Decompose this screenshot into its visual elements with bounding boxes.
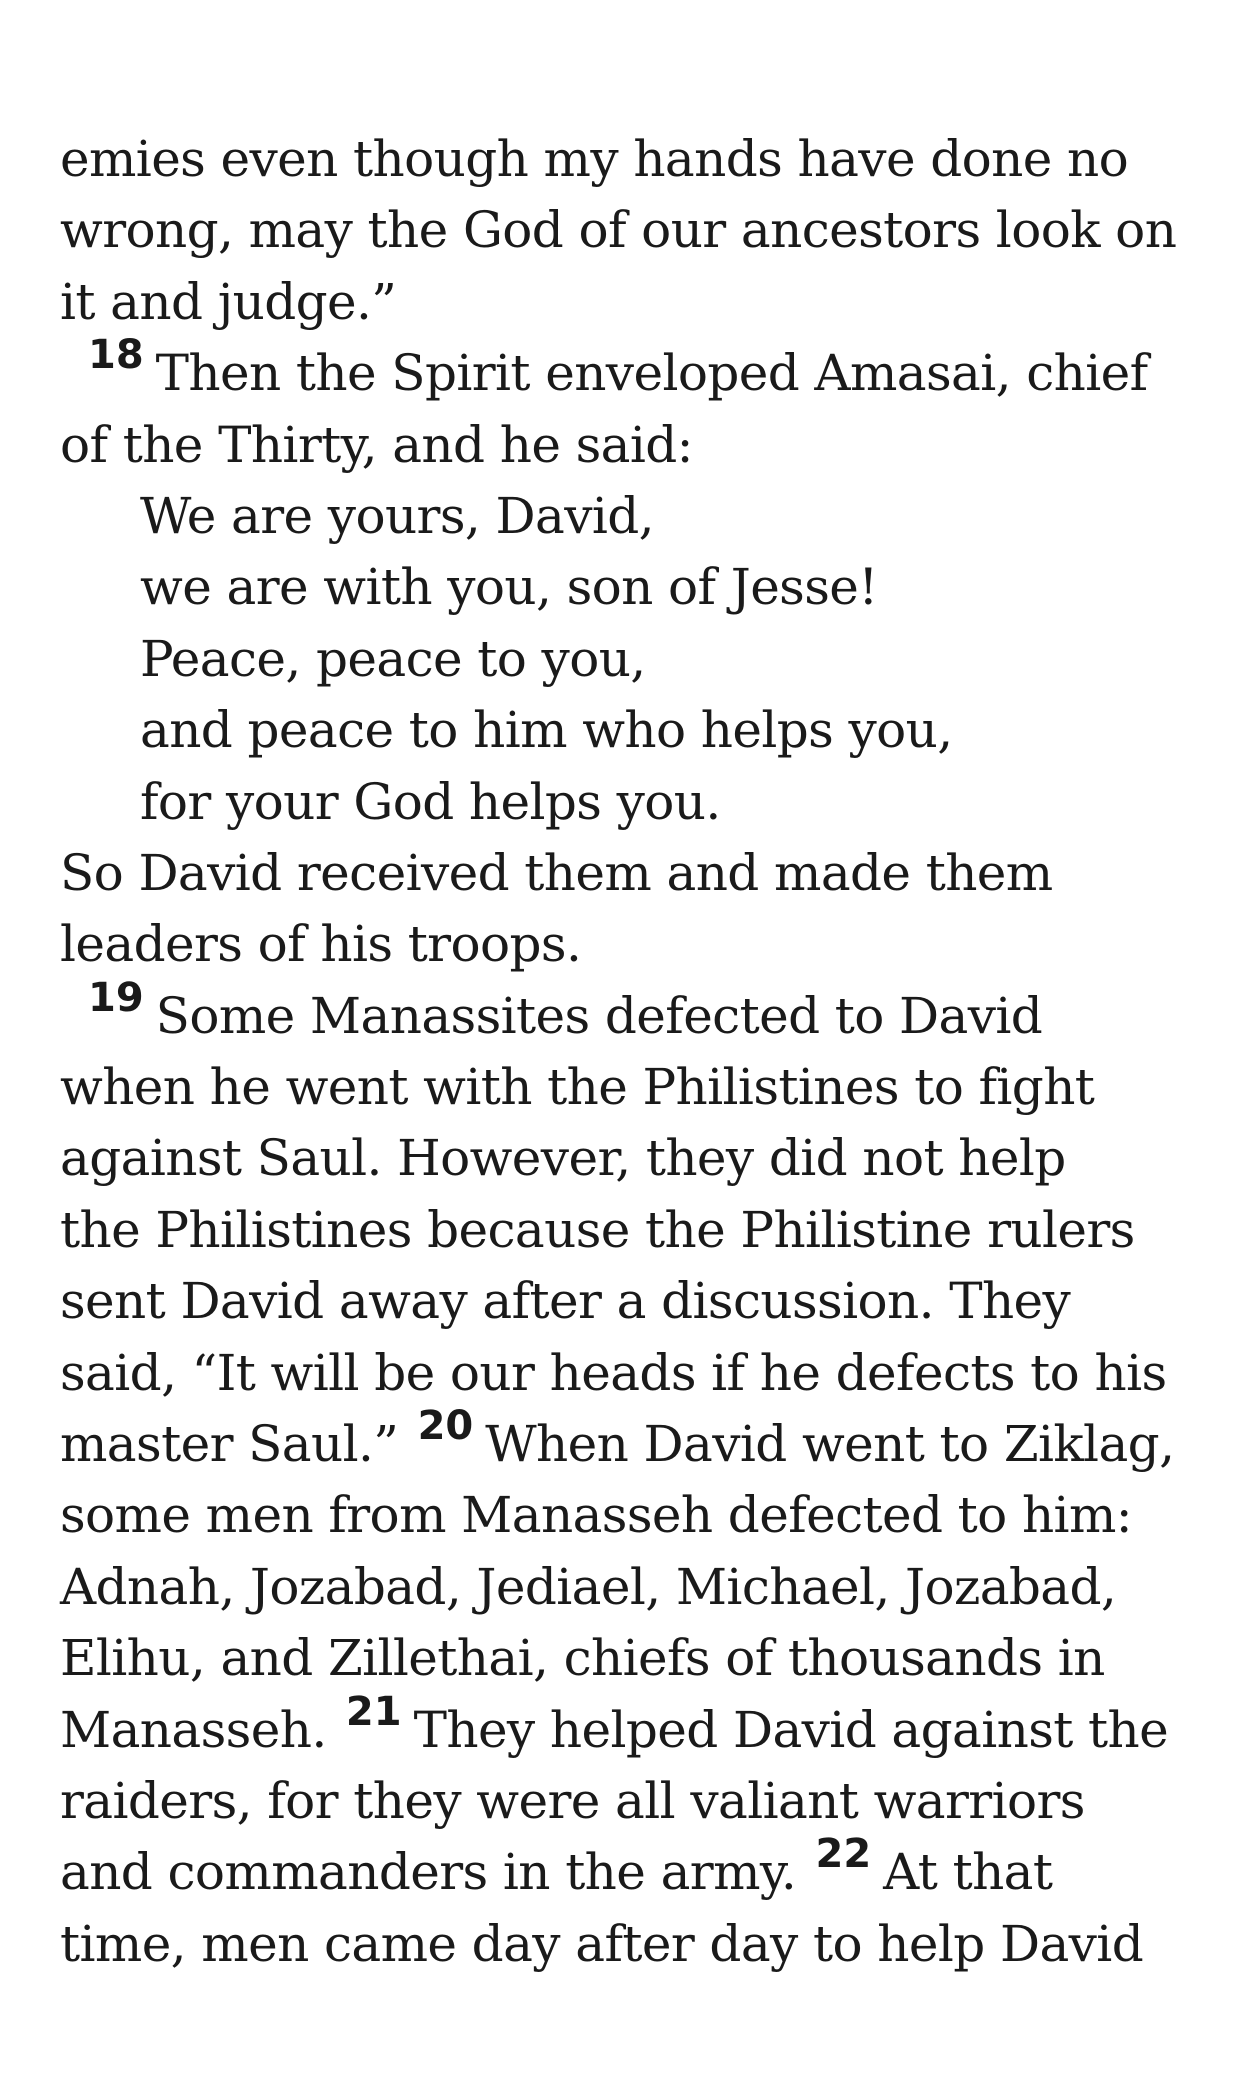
verse-text: time, men came day after day to help David bbox=[60, 1914, 1144, 1973]
text-line bbox=[60, 1909, 1210, 1980]
text-line bbox=[60, 1766, 1210, 1837]
text-line bbox=[60, 1266, 1210, 1337]
verse-text: it and judge.” bbox=[60, 272, 397, 331]
verse-text: raiders, for they were all valiant warriors bbox=[60, 1771, 1085, 1830]
scripture-reader bbox=[60, 124, 1210, 1980]
verse-text: the Philistines because the Philistine rulers bbox=[60, 1200, 1135, 1259]
verse-text: They helped David against the bbox=[413, 1700, 1169, 1759]
poetry-line bbox=[60, 481, 1210, 552]
text-line bbox=[60, 1403, 1210, 1480]
verse-number: 22 bbox=[815, 1831, 872, 1878]
verse-text: wrong, may the God of our ancestors look on bbox=[60, 201, 1177, 260]
verse-text: leaders of his troops. bbox=[60, 915, 582, 974]
verse-text: So David received them and made them bbox=[60, 843, 1053, 902]
text-line bbox=[60, 1623, 1210, 1694]
text-line bbox=[60, 267, 1210, 338]
verse-text: master Saul.” bbox=[60, 1415, 399, 1474]
text-line bbox=[60, 195, 1210, 266]
verse-text: when he went with the Philistines to fight bbox=[60, 1058, 1095, 1117]
verse-text: Some Manassites defected to David bbox=[155, 986, 1043, 1045]
text-line bbox=[60, 1688, 1210, 1766]
poetry-line bbox=[60, 624, 1210, 695]
verse-text: and peace to him who helps you, bbox=[140, 701, 953, 760]
verse-text: and commanders in the army. bbox=[60, 1843, 797, 1902]
verse-text: Adnah, Jozabad, Jediael, Michael, Jozabad, bbox=[60, 1557, 1117, 1616]
text-line bbox=[60, 909, 1210, 980]
verse-number: 18 bbox=[88, 332, 144, 379]
verse-text: we are with you, son of Jesse! bbox=[140, 558, 878, 617]
verse-text: At that bbox=[883, 1843, 1053, 1902]
text-line bbox=[60, 1052, 1210, 1123]
poetry-line bbox=[60, 695, 1210, 766]
verse-number: 21 bbox=[345, 1688, 402, 1735]
poetry-line bbox=[60, 767, 1210, 838]
text-line bbox=[60, 332, 1210, 409]
verse-text: Manasseh. bbox=[60, 1700, 327, 1759]
verse-text: said, “It will be our heads if he defects to his bbox=[60, 1343, 1167, 1402]
verse-text: sent David away after a discussion. They bbox=[60, 1272, 1071, 1331]
verse-text: against Saul. However, they did not help bbox=[60, 1129, 1066, 1188]
text-line bbox=[60, 1123, 1210, 1194]
verse-number: 19 bbox=[88, 974, 144, 1021]
verse-text: Then the Spirit enveloped Amasai, chief bbox=[155, 344, 1148, 403]
text-line bbox=[60, 410, 1210, 481]
verse-text: emies even though my hands have done no bbox=[60, 130, 1129, 188]
poetry-line bbox=[60, 552, 1210, 623]
text-line bbox=[60, 1195, 1210, 1266]
text-line bbox=[60, 838, 1210, 909]
verse-text: of the Thirty, and he said: bbox=[60, 415, 693, 474]
text-line bbox=[60, 1552, 1210, 1623]
verse-text: We are yours, David, bbox=[140, 486, 654, 545]
text-line bbox=[60, 1480, 1210, 1551]
verse-text: Elihu, and Zillethai, chiefs of thousands in bbox=[60, 1629, 1105, 1688]
text-line bbox=[60, 124, 1210, 195]
verse-text: some men from Manasseh defected to him: bbox=[60, 1486, 1133, 1545]
verse-number: 20 bbox=[417, 1403, 474, 1450]
text-line bbox=[60, 974, 1210, 1052]
text-line bbox=[60, 1338, 1210, 1409]
verse-text: for your God helps you. bbox=[140, 772, 721, 831]
verse-text: Peace, peace to you, bbox=[140, 629, 646, 688]
text-line bbox=[60, 1831, 1210, 1908]
verse-text: When David went to Ziklag, bbox=[485, 1415, 1175, 1474]
